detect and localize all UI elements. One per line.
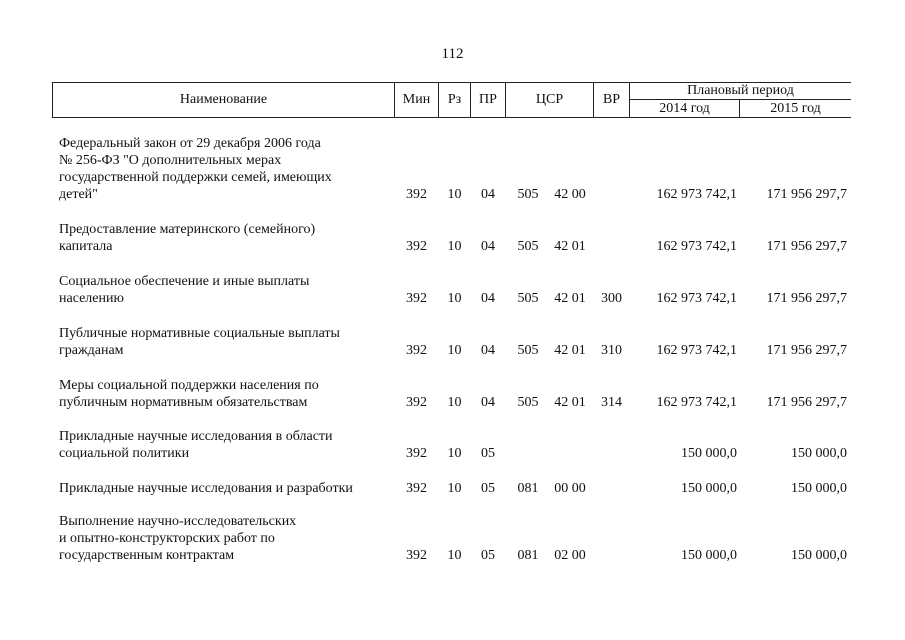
row-name-line: Прикладные научные исследования и разработки — [59, 481, 353, 496]
cell-2015: 150 000,0 — [791, 481, 847, 496]
cell-csr-subprogram: 00 00 — [554, 481, 586, 496]
row-name-line: гражданам — [59, 343, 124, 358]
row-name-line: социальной политики — [59, 446, 190, 461]
cell-rz: 10 — [447, 395, 462, 410]
header-year-2014: 2014 год — [659, 101, 710, 116]
cell-pr: 04 — [481, 187, 495, 202]
cell-rz: 10 — [447, 446, 462, 461]
cell-rz: 10 — [447, 548, 462, 563]
row-name-line: государственным контрактам — [59, 548, 235, 563]
planned-period-rule — [629, 99, 851, 100]
header-planned-period: Плановый период — [687, 83, 794, 98]
row-name-line: публичным нормативным обязательствам — [59, 395, 308, 410]
cell-pr: 05 — [481, 548, 495, 563]
cell-rz: 10 — [447, 291, 462, 306]
cell-csr-program: 505 — [517, 343, 539, 358]
cell-2015: 171 956 297,7 — [766, 291, 847, 306]
row-name-line: и опытно-конструкторских работ по — [59, 531, 275, 546]
cell-csr-subprogram: 42 00 — [554, 187, 586, 202]
row-name-line: Выполнение научно-исследовательских — [59, 514, 297, 529]
row-name-line: капитала — [59, 239, 113, 254]
cell-csr-program: 505 — [517, 239, 539, 254]
cell-2014: 162 973 742,1 — [656, 291, 737, 306]
cell-2015: 171 956 297,7 — [766, 239, 847, 254]
header-name: Наименование — [179, 92, 268, 107]
cell-min: 392 — [406, 548, 427, 563]
row-name-line: № 256-ФЗ "О дополнительных мерах — [59, 153, 282, 168]
row-name-line: Публичные нормативные социальные выплаты — [59, 326, 340, 341]
cell-min: 392 — [406, 446, 427, 461]
cell-2015: 171 956 297,7 — [766, 187, 847, 202]
cell-min: 392 — [406, 481, 427, 496]
cell-csr-program: 505 — [517, 187, 539, 202]
header-rz: Рз — [447, 92, 462, 107]
cell-csr-subprogram: 02 00 — [554, 548, 586, 563]
cell-pr: 04 — [481, 239, 495, 254]
cell-2014: 150 000,0 — [681, 548, 737, 563]
cell-min: 392 — [406, 291, 427, 306]
cell-2015: 150 000,0 — [791, 548, 847, 563]
row-name-line: Предоставление материнского (семейного) — [59, 222, 316, 237]
cell-vr: 300 — [601, 291, 622, 306]
cell-min: 392 — [406, 395, 427, 410]
cell-csr-program: 505 — [517, 395, 539, 410]
cell-2015: 171 956 297,7 — [766, 395, 847, 410]
cell-csr-subprogram: 42 01 — [554, 395, 586, 410]
cell-2014: 162 973 742,1 — [656, 239, 737, 254]
cell-csr-program: 081 — [517, 548, 539, 563]
row-name-line: населению — [59, 291, 124, 306]
cell-pr: 04 — [481, 291, 495, 306]
cell-pr: 05 — [481, 481, 495, 496]
header-year-2015: 2015 год — [770, 101, 821, 116]
cell-csr-subprogram: 42 01 — [554, 239, 586, 254]
cell-2014: 162 973 742,1 — [656, 343, 737, 358]
cell-2014: 162 973 742,1 — [656, 187, 737, 202]
header-min: Мин — [402, 92, 431, 107]
cell-min: 392 — [406, 187, 427, 202]
cell-pr: 04 — [481, 395, 495, 410]
cell-2014: 150 000,0 — [681, 446, 737, 461]
page-number: 112 — [441, 46, 464, 62]
cell-2015: 171 956 297,7 — [766, 343, 847, 358]
cell-csr-program: 505 — [517, 291, 539, 306]
cell-vr: 314 — [601, 395, 622, 410]
cell-csr-program: 081 — [517, 481, 539, 496]
cell-vr: 310 — [601, 343, 622, 358]
cell-rz: 10 — [447, 343, 462, 358]
cell-min: 392 — [406, 239, 427, 254]
cell-2015: 150 000,0 — [791, 446, 847, 461]
row-name-line: Меры социальной поддержки населения по — [59, 378, 319, 393]
cell-rz: 10 — [447, 481, 462, 496]
row-name-line: Социальное обеспечение и иные выплаты — [59, 274, 310, 289]
cell-pr: 04 — [481, 343, 495, 358]
cell-csr-subprogram: 42 01 — [554, 343, 586, 358]
header-bottom-rule — [52, 117, 851, 118]
cell-pr: 05 — [481, 446, 495, 461]
cell-2014: 150 000,0 — [681, 481, 737, 496]
header-vr: ВР — [602, 92, 621, 107]
row-name-line: государственной поддержки семей, имеющих — [59, 170, 332, 185]
cell-rz: 10 — [447, 239, 462, 254]
cell-min: 392 — [406, 343, 427, 358]
row-name-line: Федеральный закон от 29 декабря 2006 года — [59, 136, 321, 151]
row-name-line: Прикладные научные исследования в области — [59, 429, 333, 444]
header-csr: ЦСР — [535, 92, 564, 107]
cell-csr-subprogram: 42 01 — [554, 291, 586, 306]
row-name-line: детей" — [59, 187, 98, 202]
cell-2014: 162 973 742,1 — [656, 395, 737, 410]
header-pr: ПР — [479, 92, 497, 107]
cell-rz: 10 — [447, 187, 462, 202]
